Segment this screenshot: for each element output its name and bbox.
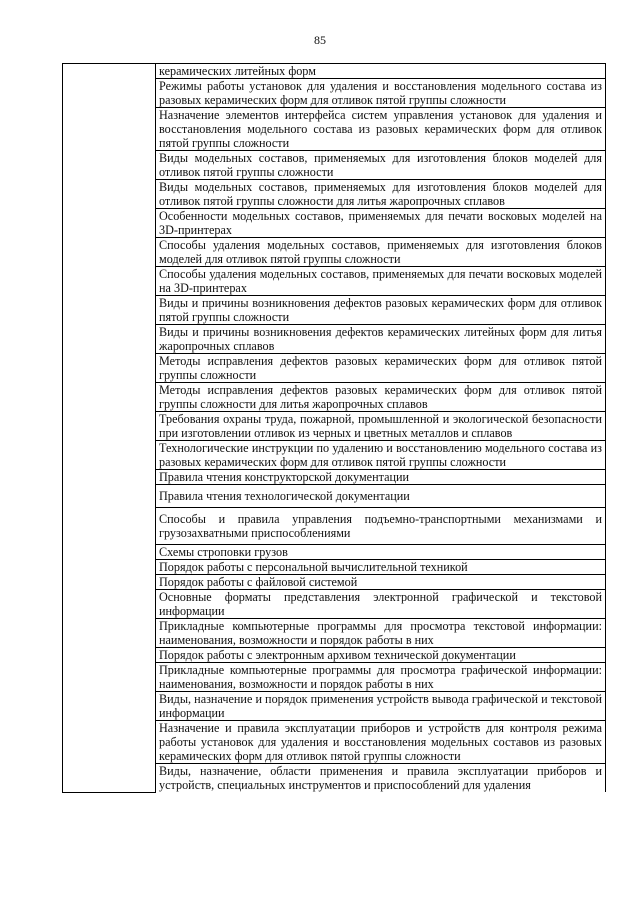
list-item: Прикладные компьютерные программы для просмотра графической информации: наименования, возможности и порядок работы в них [156, 663, 606, 692]
page-number: 85 [314, 33, 326, 47]
list-item: Методы исправления дефектов разовых керамических форм для отливок пятой группы сложности для литья жаропрочных сплавов [156, 383, 606, 412]
table-row [63, 64, 606, 79]
list-item: Виды модельных составов, применяемых для изготовления блоков моделей для отливок пятой группы сложности [156, 151, 606, 180]
list-item: Виды модельных составов, применяемых для изготовления блоков моделей для отливок пятой группы сложности для литья жаропрочных сплавов [156, 180, 606, 209]
list-item: Назначение элементов интерфейса систем управления установок для удаления и восстановления модельного состава из разовых керамических форм для отливок пятой группы сложности [156, 108, 606, 151]
list-item: Назначение и правила эксплуатации приборов и устройств для контроля режима работы установок для удаления и восстановления модельных составов из разовых керамических форм для отливок пятой группы сложности [156, 721, 606, 764]
requirements-table [62, 63, 606, 793]
list-item: Порядок работы с файловой системой [156, 575, 606, 590]
list-item: Методы исправления дефектов разовых керамических форм для отливок пятой группы сложности [156, 354, 606, 383]
list-item: Режимы работы установок для удаления и восстановления модельного состава из разовых керамических форм для отливок пятой группы сложности [156, 79, 606, 108]
list-item: Схемы строповки грузов [156, 545, 606, 560]
list-item: Виды, назначение, области применения и правила эксплуатации приборов и устройств, специальных инструментов и приспособлений для удаления [156, 764, 606, 793]
list-item: Порядок работы с персональной вычислительной техникой [156, 560, 606, 575]
list-item: Основные форматы представления электронной графической и текстовой информации [156, 590, 606, 619]
list-item: керамических литейных форм [156, 64, 606, 79]
list-item: Особенности модельных составов, применяемых для печати восковых моделей на 3D-принтерах [156, 209, 606, 238]
list-item: Виды и причины возникновения дефектов разовых керамических форм для отливок пятой группы сложности [156, 296, 606, 325]
list-item: Способы удаления модельных составов, применяемых для печати восковых моделей на 3D-принтерах [156, 267, 606, 296]
left-column-cell [63, 64, 156, 793]
list-item: Требования охраны труда, пожарной, промышленной и экологической безопасности при изготовлении отливок из черных и цветных металлов и сплавов [156, 412, 606, 441]
list-item: Виды и причины возникновения дефектов керамических литейных форм для литья жаропрочных сплавов [156, 325, 606, 354]
list-item: Виды, назначение и порядок применения устройств вывода графической и текстовой информации [156, 692, 606, 721]
list-item: Порядок работы с электронным архивом технической документации [156, 648, 606, 663]
list-item: Правила чтения конструкторской документации [156, 470, 606, 485]
list-item: Способы удаления модельных составов, применяемых для изготовления блоков моделей для отливок пятой группы сложности [156, 238, 606, 267]
list-item: Прикладные компьютерные программы для просмотра текстовой информации: наименования, возможности и порядок работы в них [156, 619, 606, 648]
list-item: Способы и правила управления подъемно-транспортными механизмами и грузозахватными приспособлениями [156, 508, 606, 545]
list-item: Правила чтения технологической документации [156, 485, 606, 508]
list-item: Технологические инструкции по удалению и восстановлению модельного состава из разовых керамических форм для отливок пятой группы сложности [156, 441, 606, 470]
